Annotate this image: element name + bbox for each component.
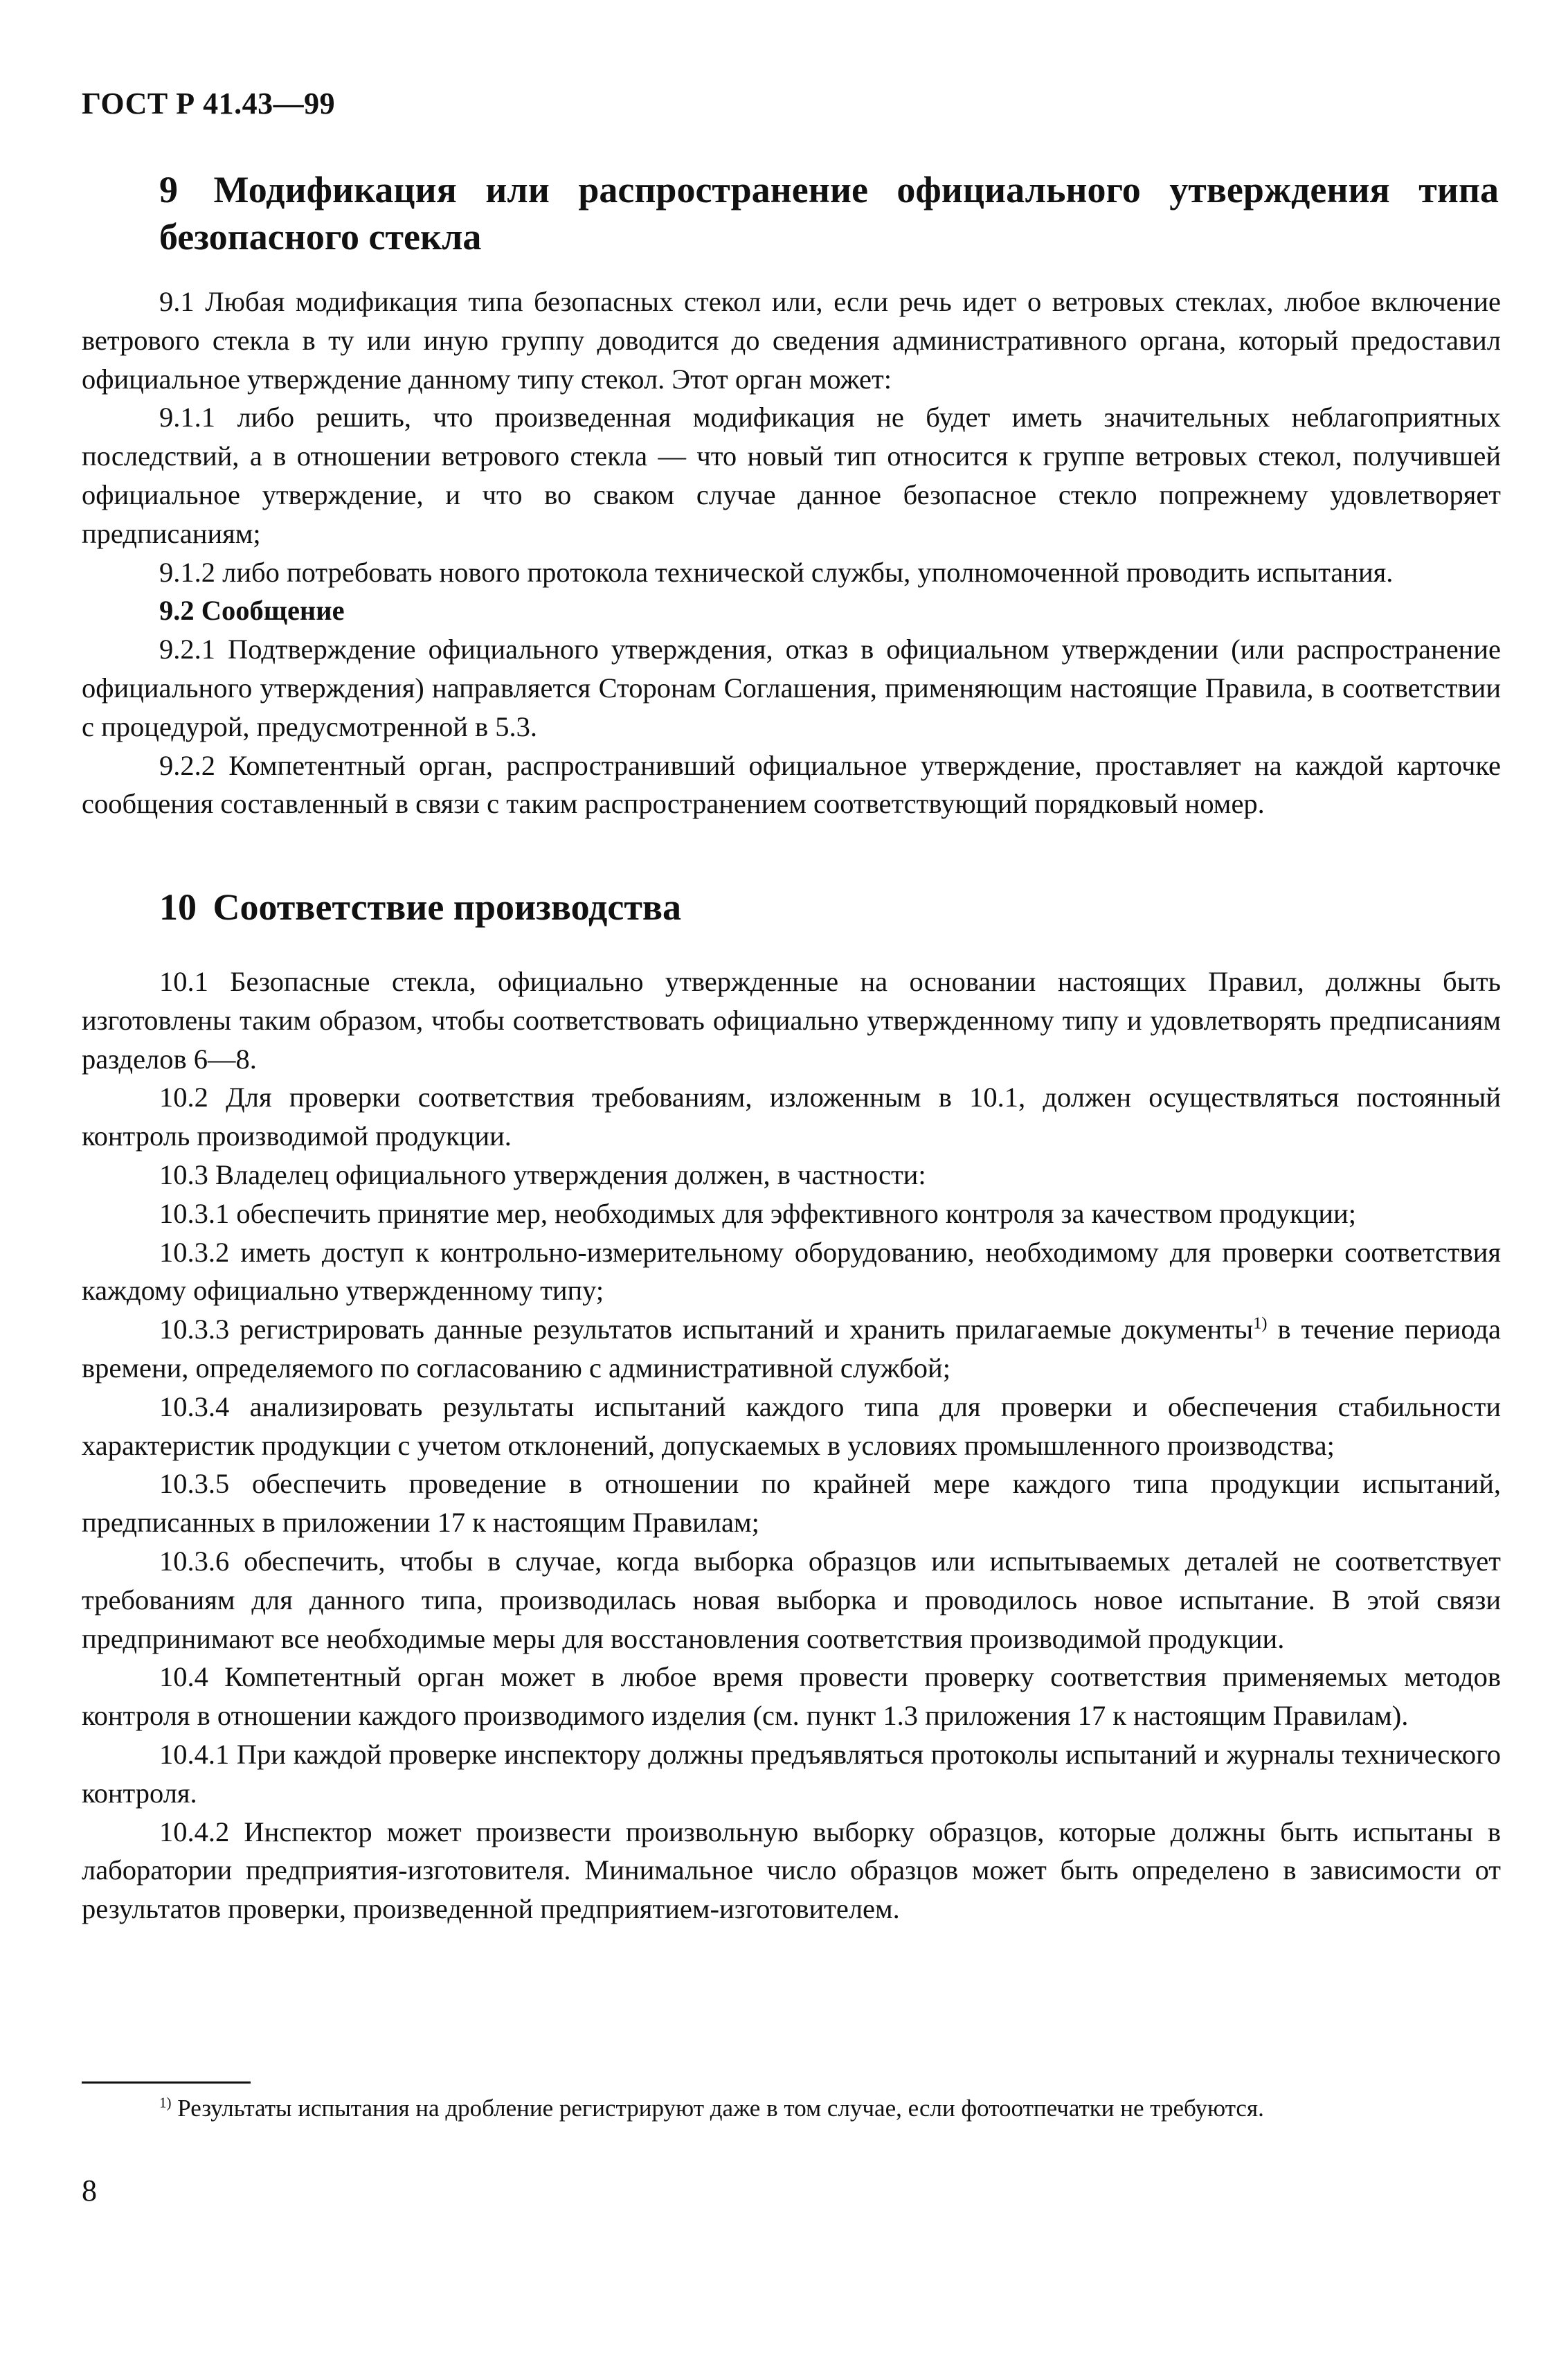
paragraph: 10.3.5 обеспечить проведение в отношении по крайней мере каждого типа продукции испытаний, предписанных в приложении 17 к настоящим Правилам; <box>82 1468 1501 1539</box>
section-9-heading <box>159 166 1499 260</box>
section-10-heading <box>159 884 1499 931</box>
paragraph: 9.2.1 Подтверждение официального утверждения, отказ в официальном утверждении (или распространение официального утверждения) направляется Сторонам Соглашения, применяющим настоящие Правила, в соответствии с процедурой, предусмотренной в 5.3. <box>82 634 1501 742</box>
section-10-title: Соответствие производства <box>213 886 682 928</box>
paragraph: 10.1 Безопасные стекла, официально утвержденные на основании настоящих Правил, должны быть изготовлены таким образом, чтобы соответствовать официально утвержденному типу и удовлетворять предписаниям разделов 6—8. <box>82 966 1501 1075</box>
document-code: ГОСТ Р 41.43—99 <box>82 87 336 120</box>
paragraph: 10.3 Владелец официального утверждения должен, в частности: <box>159 1158 926 1190</box>
footnote-divider <box>82 2081 251 2084</box>
section-9-body <box>82 283 1501 823</box>
footnote-marker: 1) <box>159 2094 172 2111</box>
section-10-body <box>82 962 1501 1928</box>
section-9-title: Модификация или распространение официального утверждения типа безопасного стекла <box>159 169 1499 258</box>
paragraph-with-footnote <box>82 1310 1501 1388</box>
paragraph: 10.3.6 обеспечить, чтобы в случае, когда выборка образцов или испытываемых деталей не соответствует требованиям для данного типа, производилась новая выборка и проводилось новое испытание. В этой связи предпринимают все необходимые меры для восстановления соответствия производимой продукции. <box>82 1545 1501 1654</box>
paragraph-text: 10.3.3 регистрировать данные результатов испытаний и хранить прилагаемые документы <box>159 1314 1254 1345</box>
paragraph: 10.3.2 иметь доступ к контрольно-измерительному оборудованию, необходимому для проверки соответствия каждому официально утвержденному типу; <box>82 1236 1501 1307</box>
paragraph: 10.2 Для проверки соответствия требованиям, изложенным в 10.1, должен осуществляться постоянный контроль производимой продукции. <box>82 1082 1501 1152</box>
paragraph: 9.1.1 либо решить, что произведенная модификация не будет иметь значительных неблагоприятных последствий, а в отношении ветрового стекла — что новый тип относится к группе ветровых стекол, получившей официальное утверждение, и что во сваком случае данное безопасное стекло попрежнему удовлетворяет предписаниям; <box>82 402 1501 549</box>
subsection-heading: 9.2 Сообщение <box>159 595 345 627</box>
paragraph-text-continued: в течение периода времени, определяемого по согласованию с административной службой; <box>82 1314 1502 1383</box>
paragraph: 9.1.2 либо потребовать нового протокола технической службы, уполномоченной проводить испытания. <box>159 556 1394 588</box>
paragraph: 10.3.4 анализировать результаты испытаний каждого типа для проверки и обеспечения стабильности характеристик продукции с учетом отклонений, допускаемых в условиях промышленного производства; <box>82 1390 1501 1461</box>
paragraph: 10.4.2 Инспектор может произвести произвольную выборку образцов, которые должны быть испытаны в лаборатории предприятия-изготовителя. Минимальное число образцов может быть определено в зависимости от результатов проверки, произведенной предприятием-изготовителем. <box>82 1816 1501 1925</box>
paragraph: 9.2.2 Компетентный орган, распространивший официальное утверждение, проставляет на каждой карточке сообщения составленный в связи с таким распространением соответствующий порядковый номер. <box>82 749 1501 820</box>
paragraph: 9.1 Любая модификация типа безопасных стекол или, если речь идет о ветровых стеклах, любое включение ветрового стекла в ту или иную группу доводится до сведения административного органа, который предоставил официальное утверждение данному типу стекол. Этот орган может: <box>82 286 1501 395</box>
paragraph: 10.4.1 При каждой проверке инспектору должны предъявляться протоколы испытаний и журналы технического контроля. <box>82 1738 1501 1809</box>
footnote-ref: 1) <box>1253 1314 1268 1333</box>
section-9-number: 9 <box>159 169 178 211</box>
section-10-number: 10 <box>159 886 197 928</box>
paragraph: 10.3.1 обеспечить принятие мер, необходимых для эффективного контроля за качеством продукции; <box>159 1197 1356 1229</box>
footnote-text: Результаты испытания на дробление регистрируют даже в том случае, если фотоотпечатки не требуются. <box>177 2095 1264 2122</box>
page-number: 8 <box>82 2174 97 2208</box>
paragraph: 10.4 Компетентный орган может в любое время провести проверку соответствия применяемых методов контроля в отношении каждого производимого изделия (см. пункт 1.3 приложения 17 к настоящим Правилам). <box>82 1661 1501 1732</box>
footnote <box>82 2091 1501 2126</box>
